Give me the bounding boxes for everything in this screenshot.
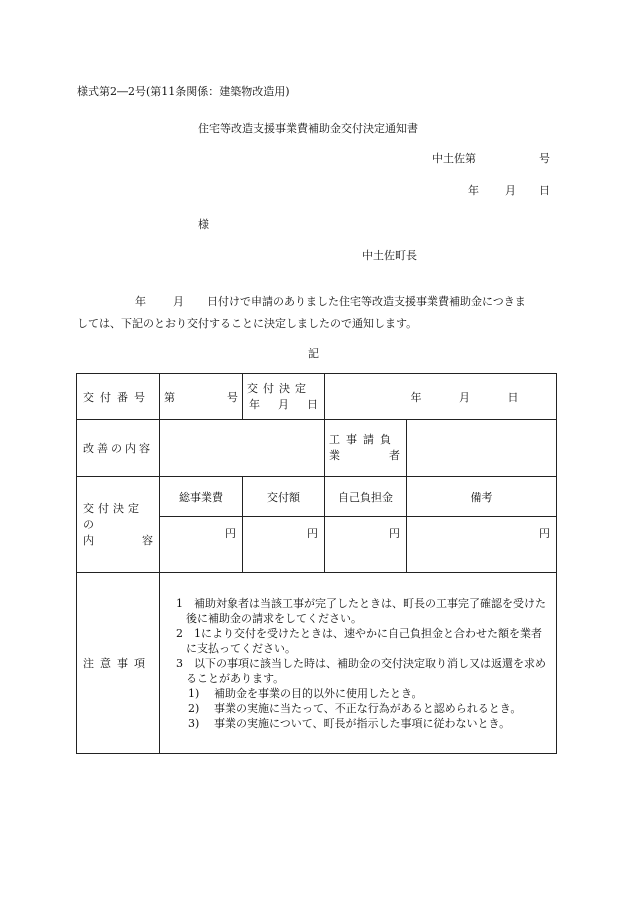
contractor-value bbox=[407, 420, 557, 477]
grant-no-prefix: 第 bbox=[164, 390, 175, 404]
notes-label: 注意事項 bbox=[77, 573, 160, 754]
decision-content-label-2b: 容 bbox=[142, 533, 153, 547]
col-self: 自己負担金 bbox=[325, 477, 407, 517]
total-yen: 円 bbox=[160, 517, 243, 573]
grant-no-label: 交付番号 bbox=[77, 374, 160, 420]
recipient-suffix: 様 bbox=[198, 218, 209, 231]
grant-no-cell bbox=[160, 374, 243, 420]
note-item: 3 以下の事項に該当した時は、補助金の交付決定取り消し又は返還を求めることがあります。 bbox=[176, 656, 546, 685]
col-remarks: 備考 bbox=[407, 477, 557, 517]
decision-content-label bbox=[77, 477, 160, 573]
body-line-2: しては、下記のとおり交付することに決定しましたので通知します。 bbox=[77, 317, 418, 330]
note-item: 2 1により交付を受けたときは、速やかに自己負担金と合わせた額を業者に支払ってください。 bbox=[176, 626, 542, 655]
sub-note-num: 2) bbox=[188, 701, 200, 715]
date-month: 月 bbox=[505, 184, 516, 197]
decision-content-label-2a: 内 bbox=[83, 533, 94, 547]
decision-date-label-1: 交付決定 bbox=[247, 381, 311, 395]
sub-note-num: 1) bbox=[188, 686, 200, 700]
col-total: 総事業費 bbox=[160, 477, 243, 517]
issuer: 中土佐町長 bbox=[362, 249, 417, 262]
body-month: 月 bbox=[173, 295, 184, 308]
doc-number-prefix: 中土佐第 bbox=[432, 152, 476, 165]
sub-note-item bbox=[176, 701, 550, 716]
decision-date-month: 月 bbox=[459, 390, 470, 404]
sub-note-text: 事業の実施について、町長が指示した事項に従わないとき。 bbox=[214, 716, 511, 730]
decision-date-value bbox=[325, 374, 557, 420]
notes-content bbox=[160, 573, 557, 754]
col-grant: 交付額 bbox=[243, 477, 325, 517]
self-yen: 円 bbox=[325, 517, 407, 573]
grant-yen: 円 bbox=[243, 517, 325, 573]
note-item: 1 補助対象者は当該工事が完了したときは、町長の工事完了確認を受けた後に補助金の請求をしてください。 bbox=[176, 596, 546, 625]
contractor-label bbox=[325, 420, 407, 477]
doc-number-suffix: 号 bbox=[539, 152, 550, 165]
date-year: 年 bbox=[468, 184, 479, 197]
decision-date-label-d: 日 bbox=[307, 397, 318, 411]
sub-note-text: 事業の実施に当たって、不正な行為があると認められるとき。 bbox=[214, 701, 522, 715]
remarks-yen: 円 bbox=[407, 517, 557, 573]
decision-content-label-1: 交付決定の bbox=[83, 501, 143, 531]
sub-note-text: 補助金を事業の目的以外に使用したとき。 bbox=[214, 686, 423, 700]
body-text-1: 日付けで申請のありました住宅等改造支援事業費補助金につきま bbox=[207, 295, 526, 308]
decision-date-label-y: 年 bbox=[249, 397, 260, 411]
contractor-label-2a: 業 bbox=[329, 449, 340, 462]
grant-no-suffix: 号 bbox=[227, 390, 238, 404]
contractor-label-2b: 者 bbox=[389, 449, 400, 462]
decision-date-label bbox=[243, 374, 325, 420]
improvement-value bbox=[160, 420, 325, 477]
grant-table bbox=[76, 373, 557, 754]
decision-date-label-m: 月 bbox=[278, 397, 289, 411]
body-year: 年 bbox=[135, 295, 146, 308]
sub-note-num: 3) bbox=[188, 716, 200, 730]
decision-date-day: 日 bbox=[507, 390, 519, 404]
improvement-label: 改善の内容 bbox=[77, 420, 160, 477]
ki-heading: 記 bbox=[308, 347, 319, 360]
sub-note-item bbox=[176, 686, 550, 701]
body-line-1 bbox=[77, 293, 557, 309]
document-title: 住宅等改造支援事業費補助金交付決定通知書 bbox=[198, 122, 418, 135]
contractor-label-1: 工事請負 bbox=[329, 433, 397, 446]
form-number: 様式第2―2号(第11条関係：建築物改造用) bbox=[77, 85, 290, 98]
date-day: 日 bbox=[539, 184, 550, 197]
decision-date-year: 年 bbox=[410, 390, 422, 404]
sub-note-item bbox=[176, 716, 550, 731]
